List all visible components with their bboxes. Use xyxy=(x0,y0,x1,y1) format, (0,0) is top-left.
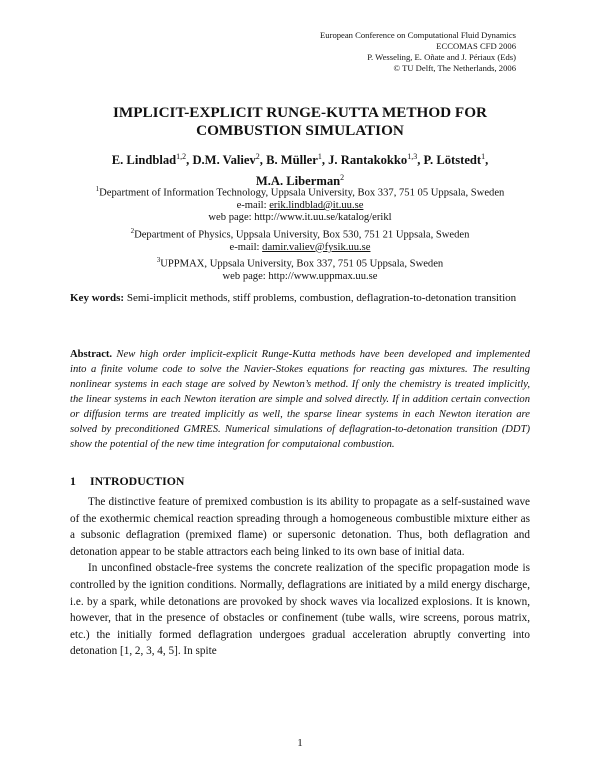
author-affil-sup: 1,3 xyxy=(407,152,418,161)
email-link[interactable]: damir.valiev@fysik.uu.se xyxy=(262,241,371,253)
affiliations xyxy=(0,183,600,283)
keywords-text: Semi-implicit methods, stiff problems, combustion, deflagration-to-detonation transition xyxy=(126,292,517,304)
keywords xyxy=(70,291,530,307)
conference-copyright: © TU Delft, The Netherlands, 2006 xyxy=(393,63,516,73)
title-line-2: COMBUSTION SIMULATION xyxy=(196,122,404,139)
page-number: 1 xyxy=(297,737,303,749)
conference-name: European Conference on Computational Fluid Dynamics xyxy=(320,30,516,40)
abstract xyxy=(70,347,530,452)
email-link[interactable]: erik.lindblad@it.uu.se xyxy=(269,199,364,211)
author-affil-sup: 2 xyxy=(340,173,345,183)
section-title: INTRODUCTION xyxy=(90,474,185,488)
paragraph-1: The distinctive feature of premixed combustion is its ability to propagate as a self-sustained wave of the exothermic chemical reaction spreading through a homogeneous combustible mixture either as a subsonic deflagration (premixed flame) or supersonic detonation. Thus, both deflagration and detonation appear to be stable attractors each being linked to its own base of initial data. xyxy=(70,496,530,558)
affiliation-3: $^3$UPPMAX, Uppsala University, Box 337, 751 05 Uppsala, Sweden xyxy=(156,256,444,270)
abstract-text: New high order implicit-explicit Runge-Kutta methods have been developed and implemented into a finite volume code to solve the Navier-Stokes equations for reacting gas mixtures. The resulting nonlinear systems in each stage are solved by Newton’s method. If only the chemistry is treated implicitly, the linear systems in each Newton iteration are simple and solved directly. If in addition certain convection or diffusion terms are treated implicitly as well, the sparse linear systems in each Newton iteration are solved by preconditioned GMRES. Numerical simulations of deflagration-to-detonation transition (DDT) show the potential of the new time integration for computaional combustion. xyxy=(70,349,530,450)
body-text xyxy=(70,494,530,660)
conference-header xyxy=(320,30,516,74)
paper-title xyxy=(0,104,600,140)
affiliation-2: $^2$Department of Physics, Uppsala University, Box 530, 751 21 Uppsala, Sweden xyxy=(130,226,470,241)
keywords-label: Key words: xyxy=(70,292,125,304)
author-affil-sup: 1 xyxy=(317,152,322,161)
author-name: B. Müller xyxy=(266,153,318,168)
section-heading xyxy=(70,474,184,489)
conference-acronym: ECCOMAS CFD 2006 xyxy=(436,41,516,51)
section-number: 1 xyxy=(70,474,76,488)
abstract-label: Abstract. xyxy=(70,349,113,360)
author-name: E. Lindblad xyxy=(111,153,177,168)
affiliation-1-web: web page: http://www.it.uu.se/katalog/erikl xyxy=(208,212,392,224)
author-affil-sup: 2 xyxy=(255,152,260,161)
author-name: D.M. Valiev xyxy=(192,153,256,168)
author-line-1: E. Lindblad$^{1,2}$, D.M. Valiev$^2$, B. Müller$^1$, J. Rantakokko$^{1,3}$, P. Lötstedt$^1$, xyxy=(111,152,489,168)
affiliation-1: $^1$Department of Information Technology, Uppsala University, Box 337, 751 05 Uppsala, Sweden xyxy=(95,185,505,199)
affiliation-3-web: web page: http://www.uppmax.uu.se xyxy=(222,271,378,283)
title-line-1: IMPLICIT-EXPLICIT RUNGE-KUTTA METHOD FOR xyxy=(113,104,487,121)
author-affil-sup: 1,2 xyxy=(176,152,187,161)
author-name: P. Lötstedt xyxy=(423,153,482,168)
conference-editors: P. Wesseling, E. Oñate and J. Périaux (Eds) xyxy=(367,52,516,62)
author-name: M.A. Liberman xyxy=(255,174,341,189)
author-affil-sup: 1 xyxy=(481,152,486,161)
paragraph-2: In unconfined obstacle-free systems the concrete realization of the specific propagation mode is controlled by the ignition conditions. Normally, deflagrations are initiated by a mild energy discharge, i.e. by a spark, while detonations are provoked by shock waves via localized explosions. It is known, however, that in the presence of obstacles or confinement (tube walls, wire screens, porous matrix, etc.) the initially formed deflagration undergoes gradual acceleration abruptly converting into detonation [1, 2, 3, 4, 5]. In spite xyxy=(70,562,530,658)
affiliation-2-email: e-mail: damir.valiev@fysik.uu.se xyxy=(229,241,371,253)
author-name: J. Rantakokko xyxy=(328,153,408,168)
affiliation-1-email: e-mail: erik.lindblad@it.uu.se xyxy=(236,199,364,211)
